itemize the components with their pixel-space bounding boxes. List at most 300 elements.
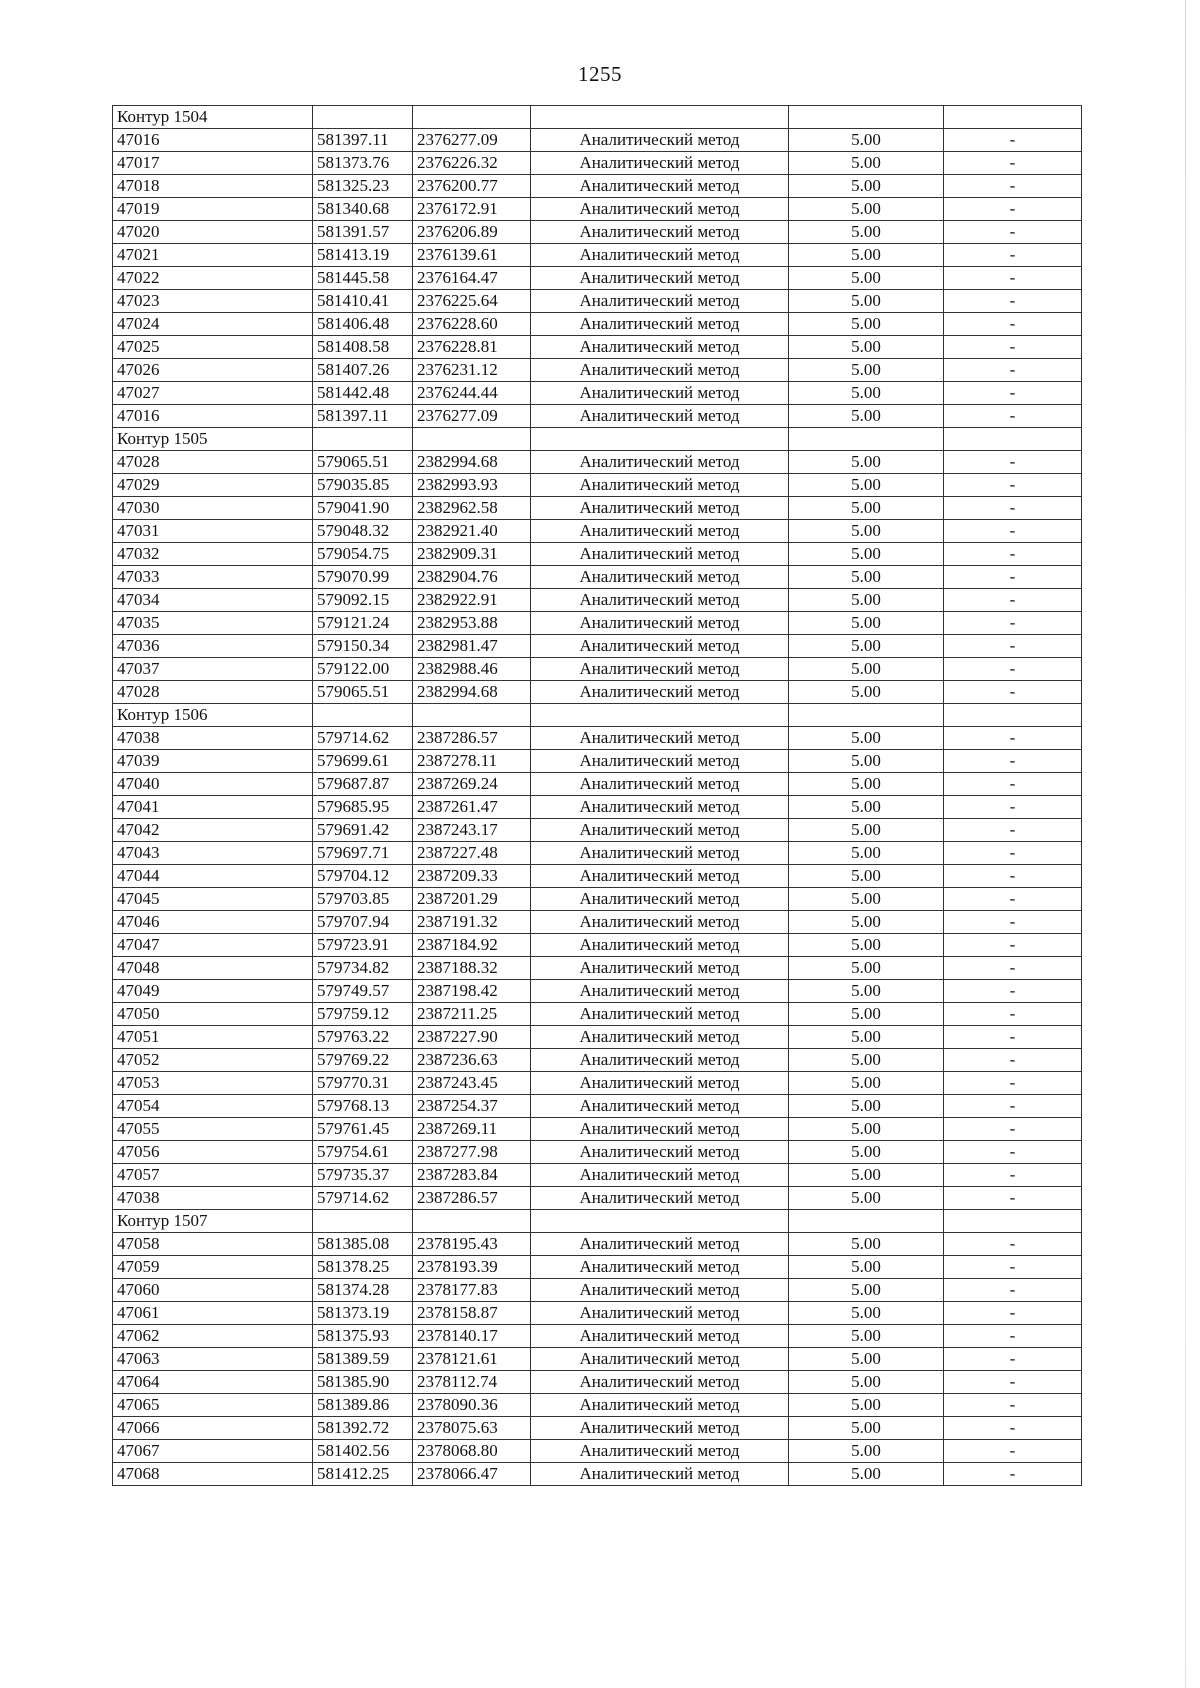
note: - [944,1440,1082,1463]
accuracy: 5.00 [789,359,944,382]
coord-x: 579770.31 [313,1072,413,1095]
note: - [944,635,1082,658]
method: Аналитический метод [531,796,789,819]
table-row [113,727,1082,750]
note: - [944,980,1082,1003]
contour-header-row [113,704,1082,727]
coord-y: 2382904.76 [413,566,531,589]
table-row [113,1072,1082,1095]
coord-x: 581397.11 [313,405,413,428]
accuracy: 5.00 [789,819,944,842]
contour-name: Контур 1504 [113,106,313,129]
accuracy: 5.00 [789,1026,944,1049]
coord-y: 2387211.25 [413,1003,531,1026]
empty-cell [789,1210,944,1233]
accuracy: 5.00 [789,1371,944,1394]
table-row [113,1302,1082,1325]
method: Аналитический метод [531,1394,789,1417]
coord-y: 2376172.91 [413,198,531,221]
accuracy: 5.00 [789,543,944,566]
coord-y: 2378068.80 [413,1440,531,1463]
contour-header-row [113,106,1082,129]
table-row [113,1233,1082,1256]
point-id: 47027 [113,382,313,405]
method: Аналитический метод [531,566,789,589]
note: - [944,1348,1082,1371]
point-id: 47045 [113,888,313,911]
table-row [113,382,1082,405]
point-id: 47042 [113,819,313,842]
accuracy: 5.00 [789,612,944,635]
accuracy: 5.00 [789,773,944,796]
coord-y: 2387191.32 [413,911,531,934]
empty-cell [413,704,531,727]
method: Аналитический метод [531,1026,789,1049]
coord-y: 2387227.90 [413,1026,531,1049]
method: Аналитический метод [531,129,789,152]
note: - [944,1394,1082,1417]
table-row [113,175,1082,198]
empty-cell [413,106,531,129]
table-row [113,681,1082,704]
point-id: 47029 [113,474,313,497]
coord-y: 2387227.48 [413,842,531,865]
method: Аналитический метод [531,1095,789,1118]
table-row [113,290,1082,313]
method: Аналитический метод [531,1463,789,1486]
coord-y: 2378140.17 [413,1325,531,1348]
note: - [944,198,1082,221]
empty-cell [413,1210,531,1233]
method: Аналитический метод [531,635,789,658]
note: - [944,727,1082,750]
method: Аналитический метод [531,1072,789,1095]
note: - [944,175,1082,198]
table-row [113,865,1082,888]
coord-x: 579714.62 [313,727,413,750]
accuracy: 5.00 [789,1417,944,1440]
table-row [113,566,1082,589]
note: - [944,1187,1082,1210]
accuracy: 5.00 [789,865,944,888]
point-id: 47024 [113,313,313,336]
coord-x: 579122.00 [313,658,413,681]
coord-y: 2387198.42 [413,980,531,1003]
method: Аналитический метод [531,1256,789,1279]
point-id: 47021 [113,244,313,267]
note: - [944,888,1082,911]
point-id: 47035 [113,612,313,635]
note: - [944,451,1082,474]
accuracy: 5.00 [789,1463,944,1486]
coord-y: 2378066.47 [413,1463,531,1486]
method: Аналитический метод [531,175,789,198]
method: Аналитический метод [531,221,789,244]
point-id: 47038 [113,727,313,750]
table-row [113,497,1082,520]
empty-cell [313,704,413,727]
empty-cell [531,704,789,727]
note: - [944,1302,1082,1325]
coord-y: 2378195.43 [413,1233,531,1256]
accuracy: 5.00 [789,336,944,359]
note: - [944,290,1082,313]
table-row [113,244,1082,267]
table-row [113,612,1082,635]
accuracy: 5.00 [789,888,944,911]
coord-x: 579054.75 [313,543,413,566]
accuracy: 5.00 [789,290,944,313]
note: - [944,566,1082,589]
point-id: 47028 [113,451,313,474]
table-row [113,980,1082,1003]
table-row [113,1095,1082,1118]
coord-x: 581375.93 [313,1325,413,1348]
point-id: 47033 [113,566,313,589]
table-row [113,1394,1082,1417]
point-id: 47063 [113,1348,313,1371]
coord-x: 581374.28 [313,1279,413,1302]
table-row [113,520,1082,543]
note: - [944,796,1082,819]
note: - [944,474,1082,497]
coord-x: 581407.26 [313,359,413,382]
note: - [944,497,1082,520]
coord-x: 579704.12 [313,865,413,888]
accuracy: 5.00 [789,497,944,520]
note: - [944,934,1082,957]
accuracy: 5.00 [789,911,944,934]
coord-x: 581340.68 [313,198,413,221]
point-id: 47046 [113,911,313,934]
point-id: 47047 [113,934,313,957]
coord-x: 581385.90 [313,1371,413,1394]
method: Аналитический метод [531,589,789,612]
coord-x: 581373.76 [313,152,413,175]
page-number: 1255 [578,62,622,86]
empty-cell [531,1210,789,1233]
coord-x: 579687.87 [313,773,413,796]
table-row [113,1164,1082,1187]
empty-cell [944,1210,1082,1233]
coord-y: 2387236.63 [413,1049,531,1072]
method: Аналитический метод [531,1440,789,1463]
method: Аналитический метод [531,152,789,175]
coord-x: 579754.61 [313,1141,413,1164]
point-id: 47066 [113,1417,313,1440]
table-row [113,1003,1082,1026]
coord-x: 581378.25 [313,1256,413,1279]
point-id: 47025 [113,336,313,359]
coord-y: 2376277.09 [413,405,531,428]
point-id: 47041 [113,796,313,819]
method: Аналитический метод [531,773,789,796]
method: Аналитический метод [531,911,789,934]
note: - [944,750,1082,773]
note: - [944,773,1082,796]
point-id: 47020 [113,221,313,244]
coord-x: 579769.22 [313,1049,413,1072]
note: - [944,681,1082,704]
coord-y: 2387243.17 [413,819,531,842]
point-id: 47023 [113,290,313,313]
coord-x: 579714.62 [313,1187,413,1210]
coord-y: 2376277.09 [413,129,531,152]
point-id: 47018 [113,175,313,198]
method: Аналитический метод [531,382,789,405]
coord-x: 581389.59 [313,1348,413,1371]
coord-x: 579070.99 [313,566,413,589]
accuracy: 5.00 [789,1164,944,1187]
accuracy: 5.00 [789,980,944,1003]
empty-cell [944,106,1082,129]
accuracy: 5.00 [789,1440,944,1463]
coord-y: 2387286.57 [413,1187,531,1210]
note: - [944,129,1082,152]
accuracy: 5.00 [789,1394,944,1417]
table-row [113,911,1082,934]
method: Аналитический метод [531,750,789,773]
coord-x: 579697.71 [313,842,413,865]
method: Аналитический метод [531,1325,789,1348]
coord-x: 581442.48 [313,382,413,405]
table-row [113,405,1082,428]
coord-y: 2378177.83 [413,1279,531,1302]
point-id: 47059 [113,1256,313,1279]
coord-x: 579065.51 [313,681,413,704]
coord-x: 581389.86 [313,1394,413,1417]
table-row [113,336,1082,359]
table-row [113,589,1082,612]
note: - [944,1325,1082,1348]
point-id: 47064 [113,1371,313,1394]
coord-y: 2376228.60 [413,313,531,336]
point-id: 47036 [113,635,313,658]
note: - [944,244,1082,267]
method: Аналитический метод [531,1003,789,1026]
accuracy: 5.00 [789,267,944,290]
method: Аналитический метод [531,1371,789,1394]
coord-y: 2387201.29 [413,888,531,911]
table-row [113,152,1082,175]
accuracy: 5.00 [789,405,944,428]
coord-x: 579150.34 [313,635,413,658]
accuracy: 5.00 [789,520,944,543]
coord-x: 581391.57 [313,221,413,244]
coordinates-table [112,105,1082,1486]
note: - [944,1026,1082,1049]
accuracy: 5.00 [789,842,944,865]
coord-y: 2378158.87 [413,1302,531,1325]
coord-y: 2387278.11 [413,750,531,773]
note: - [944,1072,1082,1095]
coord-y: 2387283.84 [413,1164,531,1187]
point-id: 47044 [113,865,313,888]
point-id: 47017 [113,152,313,175]
coord-x: 581373.19 [313,1302,413,1325]
method: Аналитический метод [531,727,789,750]
point-id: 47049 [113,980,313,1003]
empty-cell [531,428,789,451]
note: - [944,842,1082,865]
method: Аналитический метод [531,819,789,842]
coord-x: 579735.37 [313,1164,413,1187]
method: Аналитический метод [531,980,789,1003]
empty-cell [313,1210,413,1233]
coord-x: 579685.95 [313,796,413,819]
table-row [113,267,1082,290]
point-id: 47055 [113,1118,313,1141]
table-row [113,1049,1082,1072]
note: - [944,612,1082,635]
method: Аналитический метод [531,888,789,911]
table-row [113,635,1082,658]
coord-y: 2382994.68 [413,681,531,704]
table-row [113,1325,1082,1348]
accuracy: 5.00 [789,1256,944,1279]
method: Аналитический метод [531,267,789,290]
accuracy: 5.00 [789,1348,944,1371]
coord-y: 2382921.40 [413,520,531,543]
point-id: 47034 [113,589,313,612]
empty-cell [531,106,789,129]
coord-x: 579749.57 [313,980,413,1003]
note: - [944,221,1082,244]
note: - [944,865,1082,888]
accuracy: 5.00 [789,727,944,750]
method: Аналитический метод [531,336,789,359]
note: - [944,405,1082,428]
table-row [113,1026,1082,1049]
point-id: 47051 [113,1026,313,1049]
point-id: 47039 [113,750,313,773]
coord-y: 2382962.58 [413,497,531,520]
coord-y: 2382953.88 [413,612,531,635]
coord-x: 581410.41 [313,290,413,313]
coord-x: 581413.19 [313,244,413,267]
coord-x: 581397.11 [313,129,413,152]
point-id: 47065 [113,1394,313,1417]
note: - [944,1371,1082,1394]
table-row [113,934,1082,957]
coord-y: 2382909.31 [413,543,531,566]
note: - [944,1003,1082,1026]
coord-x: 579065.51 [313,451,413,474]
coord-x: 579761.45 [313,1118,413,1141]
accuracy: 5.00 [789,796,944,819]
empty-cell [313,428,413,451]
contour-header-row [113,428,1082,451]
note: - [944,152,1082,175]
coord-y: 2376228.81 [413,336,531,359]
coord-y: 2378121.61 [413,1348,531,1371]
coord-y: 2376226.32 [413,152,531,175]
method: Аналитический метод [531,1049,789,1072]
accuracy: 5.00 [789,129,944,152]
point-id: 47058 [113,1233,313,1256]
point-id: 47040 [113,773,313,796]
accuracy: 5.00 [789,1095,944,1118]
accuracy: 5.00 [789,1187,944,1210]
point-id: 47016 [113,129,313,152]
accuracy: 5.00 [789,1003,944,1026]
coord-y: 2387209.33 [413,865,531,888]
note: - [944,658,1082,681]
point-id: 47057 [113,1164,313,1187]
method: Аналитический метод [531,957,789,980]
accuracy: 5.00 [789,1233,944,1256]
table-row [113,888,1082,911]
accuracy: 5.00 [789,1118,944,1141]
table-row [113,750,1082,773]
note: - [944,359,1082,382]
table-row [113,842,1082,865]
point-id: 47016 [113,405,313,428]
contour-name: Контур 1505 [113,428,313,451]
accuracy: 5.00 [789,244,944,267]
coord-y: 2387188.32 [413,957,531,980]
method: Аналитический метод [531,451,789,474]
table-row [113,359,1082,382]
table-row [113,1440,1082,1463]
method: Аналитический метод [531,1417,789,1440]
table-row [113,1279,1082,1302]
point-id: 47037 [113,658,313,681]
coordinates-table-body [113,106,1082,1486]
coord-x: 579691.42 [313,819,413,842]
point-id: 47019 [113,198,313,221]
accuracy: 5.00 [789,175,944,198]
note: - [944,520,1082,543]
accuracy: 5.00 [789,313,944,336]
empty-cell [944,704,1082,727]
note: - [944,1164,1082,1187]
note: - [944,1118,1082,1141]
coord-y: 2387286.57 [413,727,531,750]
table-row [113,474,1082,497]
coord-x: 581392.72 [313,1417,413,1440]
accuracy: 5.00 [789,589,944,612]
coord-y: 2387184.92 [413,934,531,957]
coord-y: 2387243.45 [413,1072,531,1095]
note: - [944,313,1082,336]
accuracy: 5.00 [789,1325,944,1348]
table-row [113,313,1082,336]
coord-y: 2387269.11 [413,1118,531,1141]
table-row [113,543,1082,566]
point-id: 47026 [113,359,313,382]
coord-y: 2378075.63 [413,1417,531,1440]
coord-y: 2378112.74 [413,1371,531,1394]
table-row [113,1141,1082,1164]
point-id: 47043 [113,842,313,865]
accuracy: 5.00 [789,152,944,175]
method: Аналитический метод [531,1348,789,1371]
coord-y: 2376200.77 [413,175,531,198]
accuracy: 5.00 [789,681,944,704]
accuracy: 5.00 [789,1302,944,1325]
empty-cell [789,106,944,129]
table-row [113,1187,1082,1210]
table-row [113,658,1082,681]
note: - [944,336,1082,359]
table-row [113,1118,1082,1141]
table-row [113,957,1082,980]
coord-y: 2382994.68 [413,451,531,474]
accuracy: 5.00 [789,934,944,957]
coord-x: 579121.24 [313,612,413,635]
coord-y: 2382993.93 [413,474,531,497]
